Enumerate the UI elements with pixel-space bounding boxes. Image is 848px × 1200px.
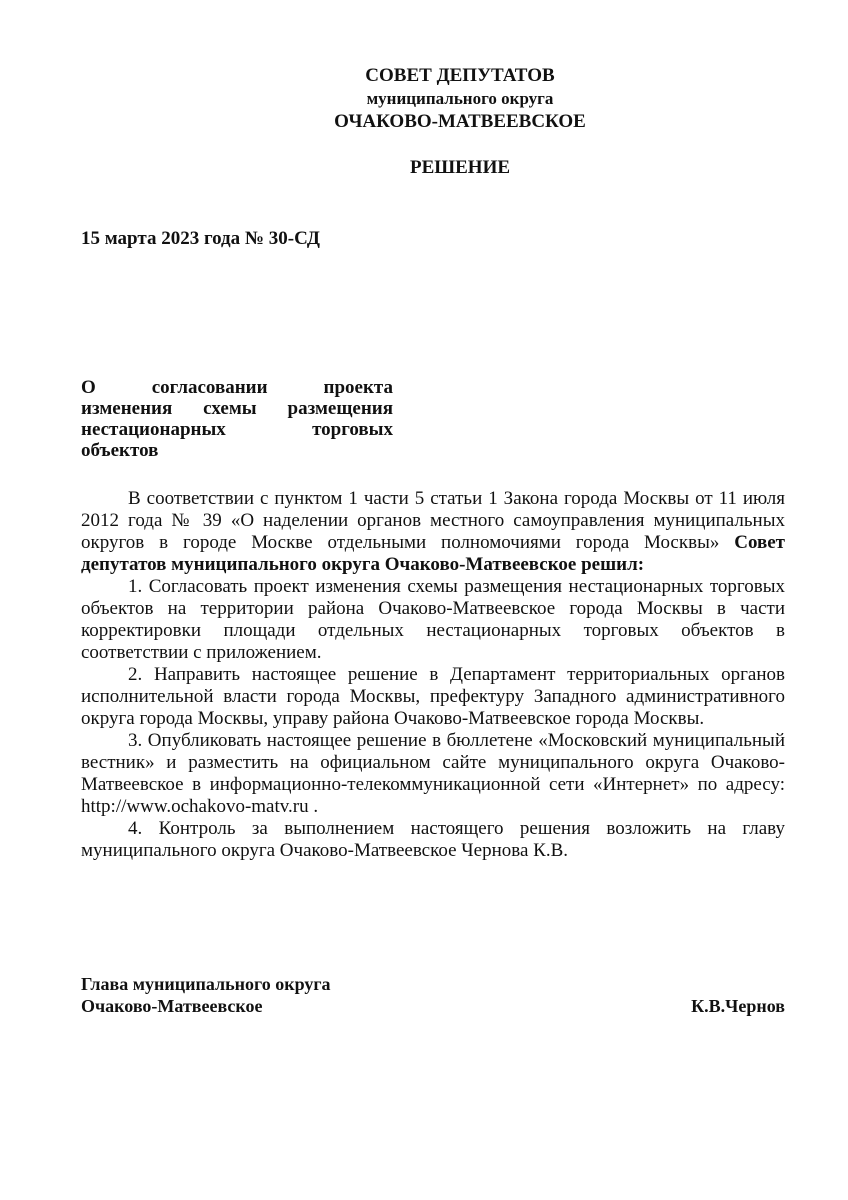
- decision-item-1: 1. Согласовать проект изменения схемы размещения нестационарных торговых объектов на территории района Очаково-Матвеевское города Москвы в части корректировки площади отдельных нестационарных торговых объектов в соответствии с приложением.: [81, 576, 785, 663]
- preamble-paragraph: [81, 488, 785, 576]
- date-and-number: 15 марта 2023 года № 30-СД: [81, 228, 320, 249]
- signatory-position-line2: Очаково-Матвеевское: [81, 996, 263, 1016]
- council-subtitle: муниципального округа: [366, 89, 554, 108]
- decision-item-3: 3. Опубликовать настоящее решение в бюллетене «Московский муниципальный вестник» и разместить на официальном сайте муниципального округа Очаково-Матвеевское в информационно-телекоммуникационной сети «Интернет» по адресу: http://www.ochakovo-matv.ru .: [81, 730, 785, 817]
- decision-subject: [81, 377, 393, 461]
- document-header: [0, 64, 848, 133]
- subject-line: объектов: [81, 440, 159, 461]
- subject-line: О согласовании проекта: [81, 377, 393, 398]
- preamble-text: В соответствии с пунктом 1 части 5 статьи 1 Закона города Москвы от 11 июля 2012 года № 39 «О наделении органов местного самоуправления муниципальных округов в городе Москве отдельными полномочиями города Москвы»: [81, 488, 785, 553]
- signatory-name: К.В.Чернов: [691, 996, 785, 1016]
- preamble-resolution: Совет депутатов муниципального округа Очаково-Матвеевское решил:: [81, 532, 785, 575]
- district-name: ОЧАКОВО-МАТВЕЕВСКОЕ: [334, 111, 586, 132]
- decision-heading: РЕШЕНИЕ: [409, 157, 511, 178]
- subject-line: изменения схемы размещения: [81, 398, 393, 419]
- signatory-position-line1: Глава муниципального округа: [81, 974, 331, 994]
- signature-block: [81, 973, 785, 1017]
- decision-item-2: 2. Направить настоящее решение в Департамент территориальных органов исполнительной власти города Москвы, префектуру Западного административного округа города Москвы, управу района Очаково-Матвеевское города Москвы.: [81, 664, 785, 729]
- decision-body: [81, 488, 785, 862]
- council-title: СОВЕТ ДЕПУТАТОВ: [365, 65, 555, 86]
- decision-item-4: 4. Контроль за выполнением настоящего решения возложить на главу муниципального округа Очаково-Матвеевское Чернова К.В.: [81, 818, 785, 861]
- subject-line: нестационарных торговых: [81, 419, 393, 440]
